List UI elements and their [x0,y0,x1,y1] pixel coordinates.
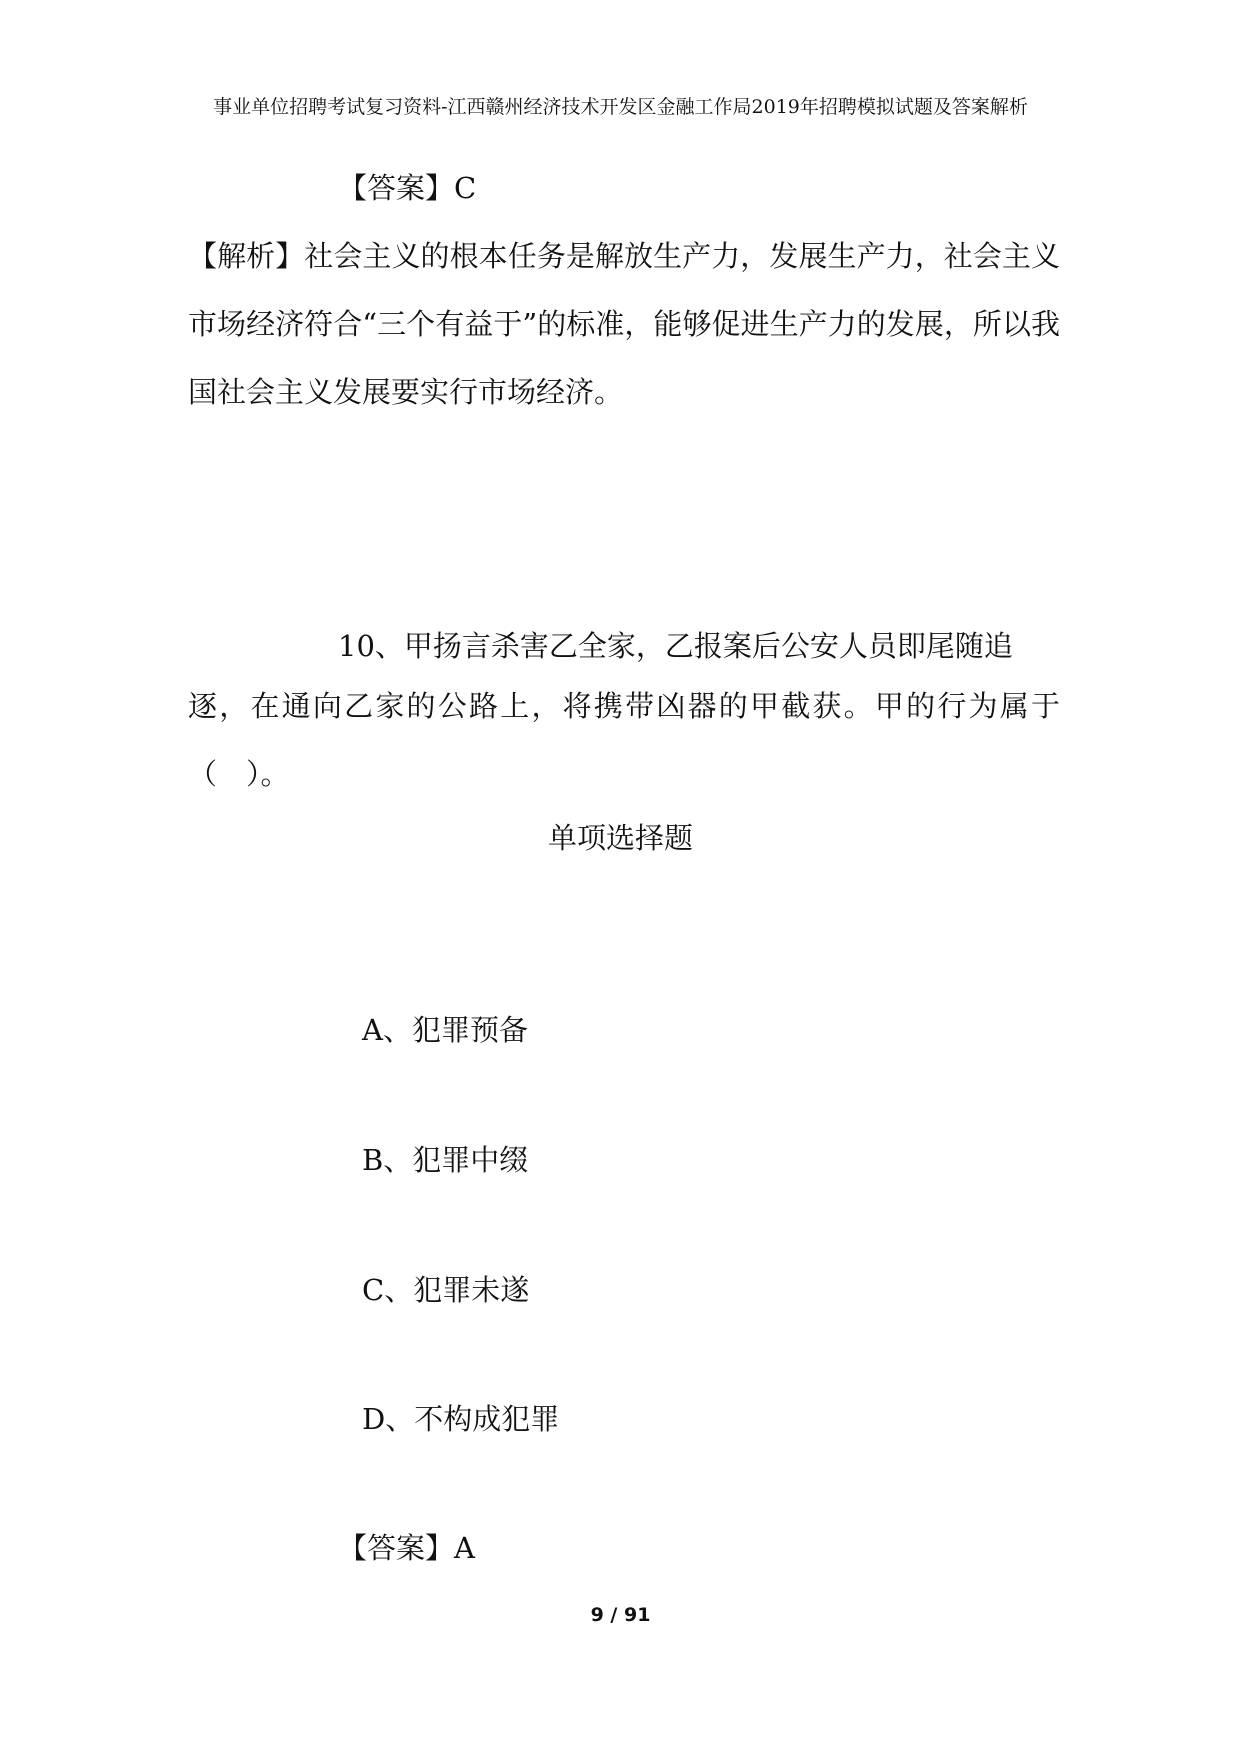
page-header-title: 事业单位招聘考试复习资料-江西赣州经济技术开发区金融工作局2019年招聘模拟试题及答案解析 [213,96,1028,118]
question-stem-first-line: 10、甲扬言杀害乙全家，乙报案后公安人员即尾随追 [338,629,1013,663]
question-type: 单项选择题 [547,821,693,855]
option-a: A、犯罪预备 [362,1013,528,1047]
option-d: D、不构成犯罪 [362,1402,560,1436]
option-c: C、犯罪未遂 [362,1273,530,1307]
previous-analysis: 【解析】社会主义的根本任务是解放生产力，发展生产力，社会主义市场经济符合“三个有益于”的标准，能够促进生产力的发展，所以我国社会主义发展要实行市场经济。 [188,239,1060,409]
previous-answer: 【答案】C [338,171,477,205]
option-b: B、犯罪中缀 [362,1143,529,1177]
question-answer: 【答案】A [338,1531,475,1565]
question-stem-rest: 逐，在通向乙家的公路上，将携带凶器的甲截获。甲的行为属于（ ）。 [188,689,1060,791]
page-number: 9 / 91 [590,1604,651,1626]
